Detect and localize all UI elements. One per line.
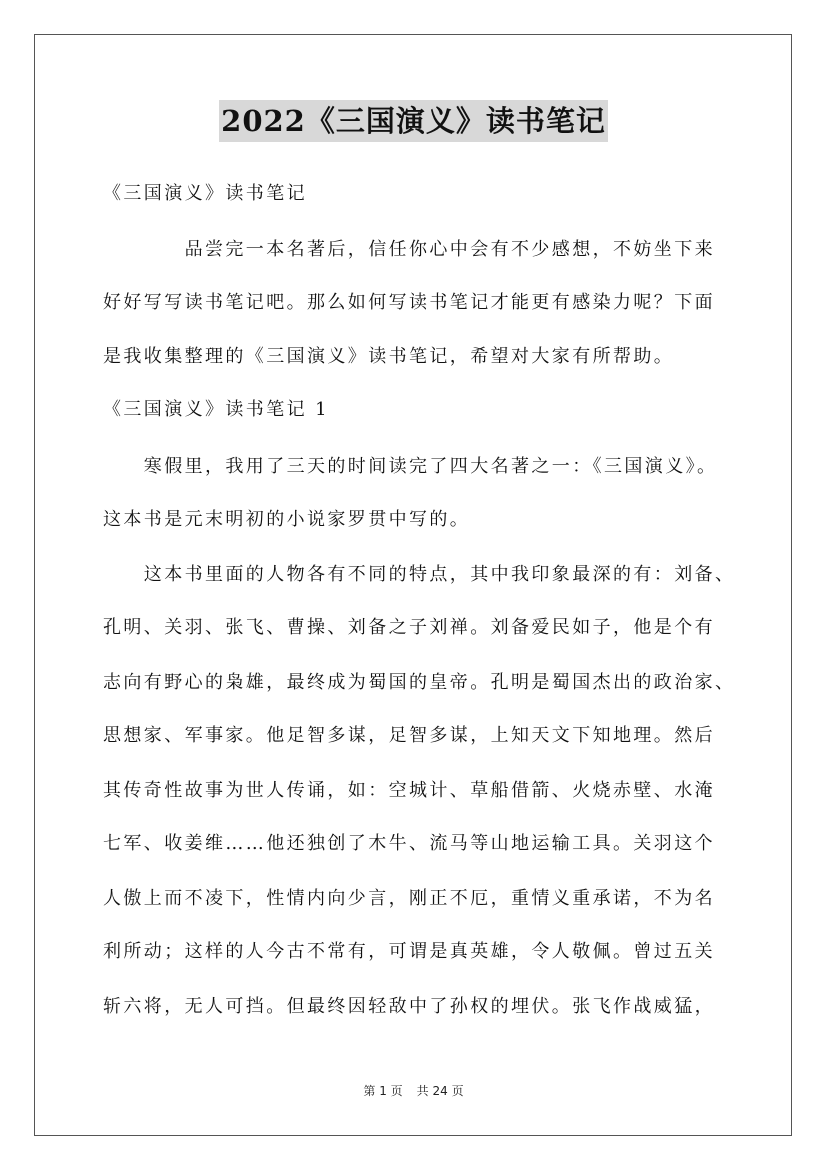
- body-line: 其传奇性故事为世人传诵，如：空城计、草船借箭、火烧赤壁、水淹: [103, 780, 715, 801]
- body-line: 思想家、军事家。他足智多谋，足智多谋，上知天文下知地理。然后: [103, 725, 715, 746]
- document-title-wrap: [0, 100, 827, 142]
- body-line: 寒假里，我用了三天的时间读完了四大名著之一：《三国演义》。: [103, 456, 718, 477]
- body-line: 是我收集整理的《三国演义》读书笔记，希望对大家有所帮助。: [103, 346, 675, 367]
- page-number: 第 1 页: [363, 1084, 403, 1098]
- page-footer: [0, 1082, 827, 1099]
- body-line: 《三国演义》读书笔记: [103, 183, 307, 204]
- document-title: 2022《三国演义》读书笔记: [219, 100, 608, 142]
- body-line: 这本书里面的人物各有不同的特点，其中我印象最深的有：刘备、: [103, 564, 736, 585]
- page-total: 共 24 页: [416, 1084, 464, 1098]
- body-line: 《三国演义》读书笔记 1: [103, 399, 329, 420]
- body-line: 好好写写读书笔记吧。那么如何写读书笔记才能更有感染力呢？下面: [103, 292, 715, 313]
- body-line: 人傲上而不凌下，性情内向少言，刚正不厄，重情义重承诺，不为名: [103, 888, 715, 909]
- body-line: 孔明、关羽、张飞、曹操、刘备之子刘禅。刘备爱民如子，他是个有: [103, 617, 715, 638]
- body-line: 斩六将，无人可挡。但最终因轻敌中了孙权的埋伏。张飞作战威猛，: [103, 996, 715, 1017]
- body-line: 这本书是元末明初的小说家罗贯中写的。: [103, 509, 471, 530]
- body-line: 志向有野心的枭雄，最终成为蜀国的皇帝。孔明是蜀国杰出的政治家、: [103, 672, 736, 693]
- body-line: 利所动；这样的人今古不常有，可谓是真英雄，令人敬佩。曾过五关: [103, 941, 715, 962]
- body-line: 七军、收姜维……他还独创了木牛、流马等山地运输工具。关羽这个: [103, 833, 715, 854]
- body-line: 品尝完一本名著后，信任你心中会有不少感想，不妨坐下来: [103, 239, 715, 260]
